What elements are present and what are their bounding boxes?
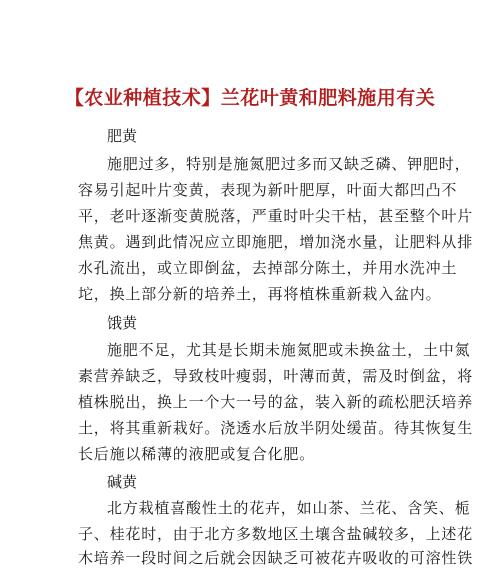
paragraph-line: 植株脱出，换上一个大一号的盆，装入新的疏松肥沃培养	[78, 393, 474, 411]
paragraph-line: 长后施以稀薄的液肥或复合化肥。	[78, 445, 316, 463]
article-title: 【农业种植技术】兰花叶黄和肥料施用有关	[64, 87, 436, 109]
paragraph-line: 焦黄。遇到此情况应立即施肥，增加浇水量，让肥料从排	[78, 233, 474, 251]
paragraph-line: 施肥不足，尤其是长期未施氮肥或未换盆土，土中氮	[107, 341, 471, 359]
paragraph-line: 木培养一段时间之后就会因缺乏可被花卉吸收的可溶性铁	[78, 549, 474, 567]
paragraph-line: 坨，换上部分新的培养土，再将植株重新栽入盆内。	[78, 285, 442, 303]
section-heading-jian-huang: 碱黄	[107, 473, 138, 491]
paragraph-line: 水孔流出，或立即倒盆，去掉部分陈土，并用水洗冲土	[78, 259, 458, 277]
paragraph-line: 素营养缺乏，导致枝叶瘦弱，叶薄而黄，需及时倒盆，将	[78, 367, 474, 385]
paragraph-line: 土，将其重新栽好。浇透水后放半阴处缓苗。待其恢复生	[78, 419, 474, 437]
paragraph-line: 容易引起叶片变黄，表现为新叶肥厚，叶面大都凹凸不	[78, 181, 458, 199]
paragraph-line: 北方栽植喜酸性土的花卉，如山茶、兰花、含笑、栀	[107, 499, 471, 517]
section-heading-e-huang: 饿黄	[107, 314, 138, 332]
section-heading-fei-huang: 肥黄	[107, 127, 138, 145]
paragraph-line: 施肥过多，特别是施氮肥过多而又缺乏磷、钾肥时，	[107, 155, 471, 173]
paragraph-line: 子、桂花时，由于北方多数地区土壤含盐碱较多，上述花	[78, 525, 474, 543]
paragraph-line: 平，老叶逐渐变黄脱落，严重时叶尖干枯，甚至整个叶片	[78, 207, 474, 225]
